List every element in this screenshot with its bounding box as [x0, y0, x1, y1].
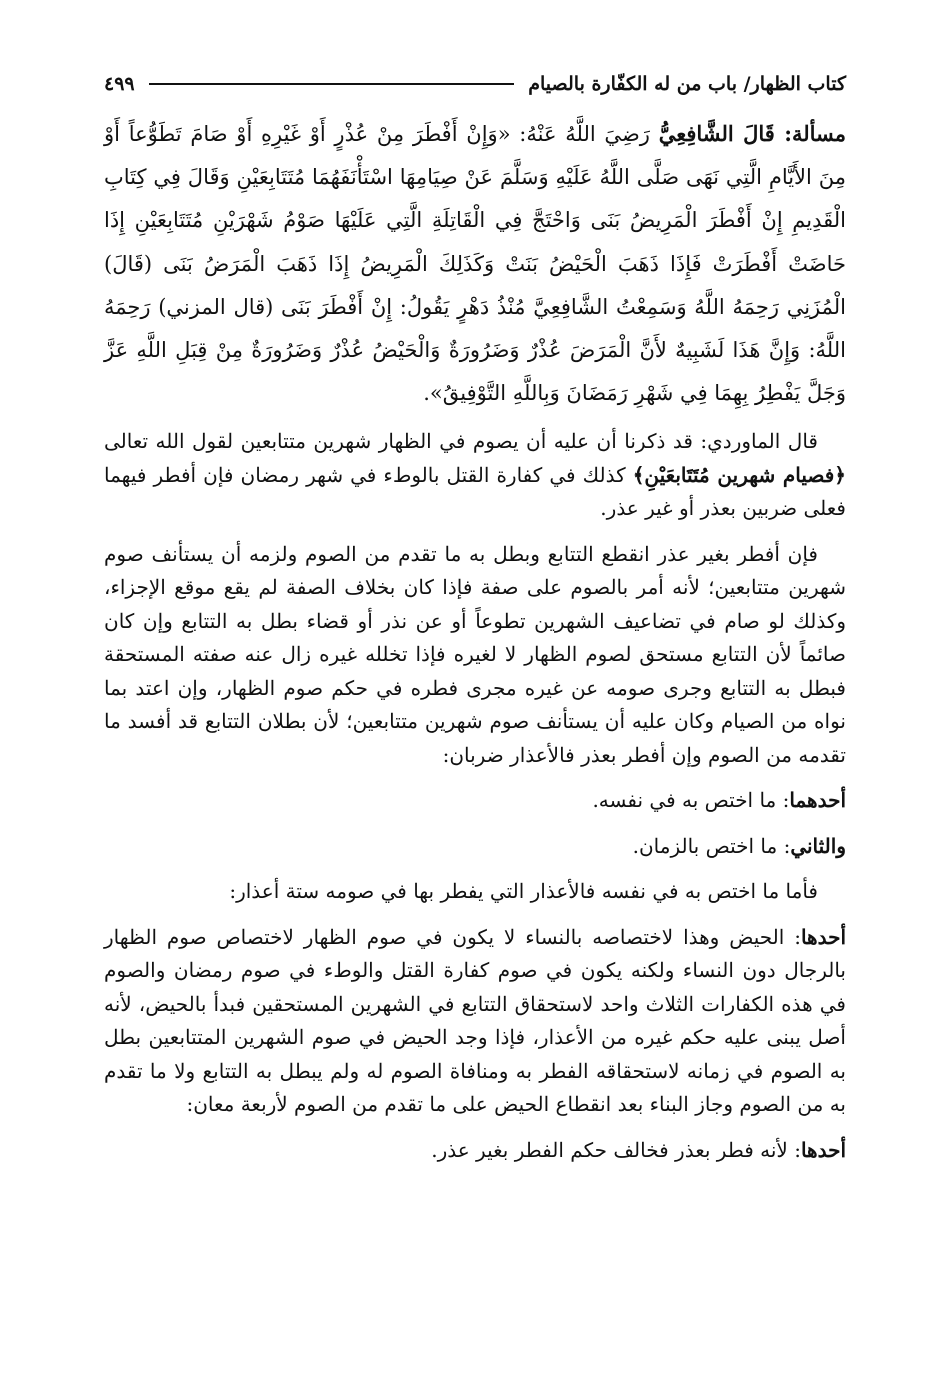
paragraph-text: قال الماوردي: قد ذكرنا أن عليه أن يصوم في الظهار شهرين متتابعين لقول الله تعالى [104, 429, 818, 454]
paragraph-menses [104, 921, 846, 1122]
paragraph-first-reason [104, 1134, 846, 1168]
paragraph-text: : ما اختص به في نفسه. [592, 788, 790, 813]
paragraph-label: والثاني [790, 833, 846, 858]
masala-lead: مسألة: قَالَ الشَّافِعِيُّ [658, 121, 846, 146]
paragraph-text: : لأنه فطر بعذر فخالف حكم الفطر بغير عذر. [431, 1137, 801, 1162]
paragraph-mawardi [104, 425, 846, 526]
quran-quote: ﴿فصيام شهرين مُتَتَابعَيْنِ﴾ [632, 462, 847, 487]
paragraph-text: فإن أفطر بغير عذر انقطع التتابع وبطل به ما تقدم من الصوم ولزمه أن يستأنف صوم شهرين متتابعين؛ لأنه أمر بالصوم على صفة فإذا كان بخلاف الصفة لم يقع موقع الإجزاء، وكذلك لو صام في تضاعيف الشهرين تطوعاً أو عن نذر أو قضاء بطل به التتابع وإن كان صائماً لأن التتابع مستحق لصوم الظهار لا لغيره فإذا تخلله غيره زال عنه صفته المستحقة فبطل به التتابع وجرى صومه عن غيره مجرى فطره في حكم صوم الظهار، وإن اعتد بما نواه من الصيام وكان عليه أن يستأنف صوم شهرين متتابعين؛ لأن بطلان التتابع قد أفسد ما تقدمه من الصوم وإن أفطر بعذر فالأعذار ضربان: [104, 541, 846, 767]
chapter-title: كتاب الظهار/ باب من له الكفّارة بالصيام [528, 73, 846, 95]
paragraph-text: فأما ما اختص به في نفسه فالأعذار التي يفطر بها في صومه ستة أعذار: [229, 879, 818, 904]
masala-text: رَضِيَ اللَّهُ عَنْهُ: «وَإِنْ أَفْطَرَ مِنْ عُذْرٍ أَوْ غَيْرِهِ أَوْ صَامَ تَطَوُّعاً أَوْ مِنَ الأَيَّامِ الَّتِي نَهَى صَلَّى اللَّهُ عَلَيْهِ وَسَلَّمَ عَنْ صِيَامِهَا اسْتَأْنَفَهُمَا مُتَتَابِعَيْنِ وَقَالَ فِي كِتَابِ الْقَدِيمِ إِنْ أَفْطَرَ الْمَرِيضُ بَنَى وَاحْتَجَّ فِي الْقَاتِلَةِ الَّتِي عَلَيْهَا صَوْمُ شَهْرَيْنِ مُتَتَابِعَيْنِ إِذَا حَاضَتْ أَفْطَرَتْ فَإِذَا ذَهَبَ الْحَيْضُ بَنَتْ وَكَذَلِكَ الْمَرِيضُ إِذَا ذَهَبَ الْمَرَضُ بَنَى (قَالَ) الْمُزَنِي رَحِمَهُ اللَّهُ وَسَمِعْتُ الشَّافِعِيَّ مُنْذُ دَهْرٍ يَقُولُ: إِنْ أَفْطَرَ بَنَى (قال المزني) رَحِمَهُ اللَّهُ: وَإِنَّ هَذَا لَشَبِيهٌ لأَنَّ الْمَرَضَ عُذْرٌ وَضَرُورَةٌ وَالْحَيْضُ عُذْرٌ وَضَرُورَةٌ مِنْ قِبَلِ اللَّهِ عَزَّ وَجَلَّ يَفْطِرُ بِهِمَا فِي شَهْرِ رَمَضَانَ وَبِاللَّهِ التَّوْفِيقُ». [104, 122, 846, 406]
masala-paragraph [104, 112, 846, 415]
running-header [104, 66, 846, 102]
header-rule [149, 83, 515, 85]
paragraph-text: كذلك في كفارة القتل بالوطء في شهر رمضان فإن أفطر فيهما فعلى ضربين بعذر أو غير عذر. [104, 462, 846, 521]
paragraph-label: أحدها [800, 924, 846, 949]
paragraph-text: : ما اختص بالزمان. [632, 833, 791, 858]
paragraph-label: أحدها [800, 1137, 846, 1162]
page-number: ٤٩٩ [104, 73, 135, 95]
paragraph-text: : الحيض وهذا لاختصاصه بالنساء لا يكون في صوم الظهار لاختصاص صوم الظهار بالرجال دون النساء ولكنه يكون في صوم كفارة القتل والوطء في صوم رمضان والصوم في هذه الكفارات الثلاث واحد لاستحقاق التتابع في الشهرين المستحقين فبدأ بالحيض، لأنه أصل يبنى عليه حكم غيره من الأعذار، فإذا وجد الحيض في صوم الشهرين المتتابعين بطل به الصوم في زمانه لاستحقاقه الفطر به ومنافاة الصوم له ولم يبطل به التتابع ولا ما تقدم به من الصوم وجاز البناء بعد انقطاع الحيض على ما تقدم من الصوم لأربعة معان: [104, 924, 846, 1117]
paragraph-label: أحدهما [789, 788, 846, 813]
paragraph-first-type [104, 784, 846, 818]
page-body [104, 112, 846, 1179]
paragraph-second-type [104, 830, 846, 864]
